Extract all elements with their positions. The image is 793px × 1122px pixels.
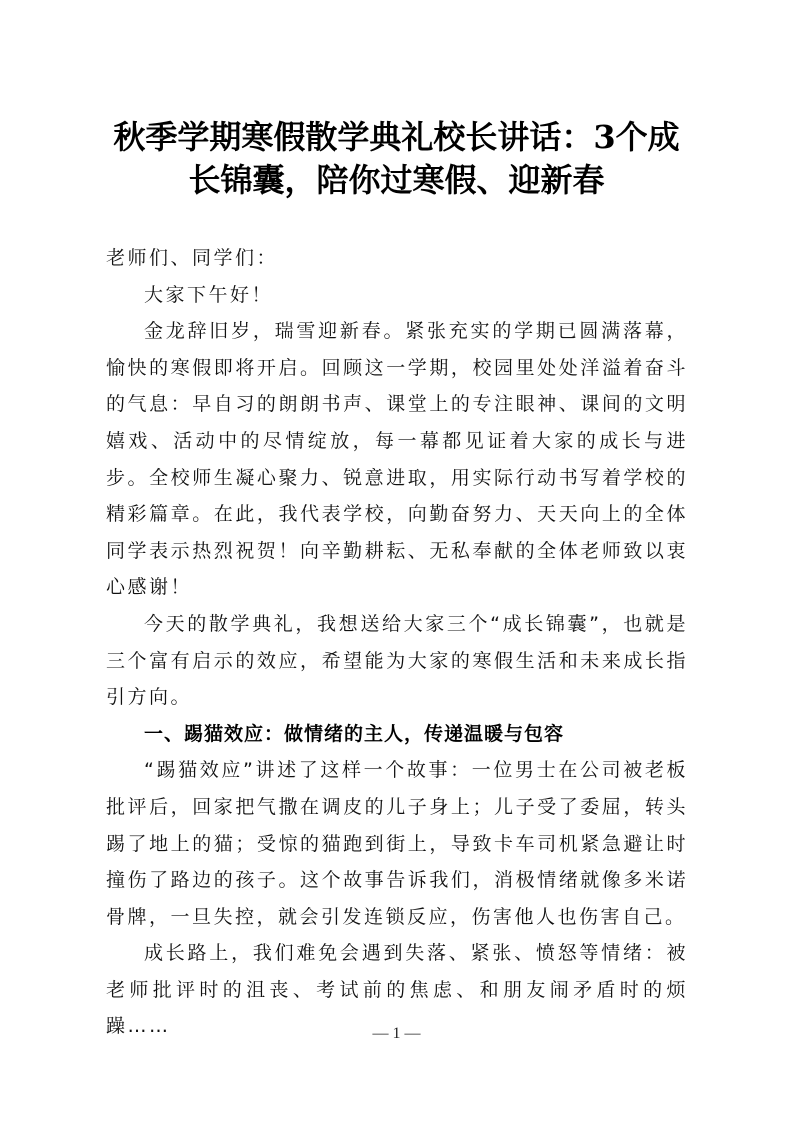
paragraph-emotions: 成长路上，我们难免会遇到失落、紧张、愤怒等情绪：被老师批评时的沮丧、考试前的焦虑、和朋友闹矛盾时的烦躁…… — [106, 942, 688, 1038]
section-heading-1: 一、踢猫效应：做情绪的主人，传递温暖与包容 — [144, 722, 565, 745]
paragraph-review: 金龙辞旧岁，瑞雪迎新春。紧张充实的学期已圆满落幕，愉快的寒假即将开启。回顾这一学期，校园里处处洋溢着奋斗的气息：早自习的朗朗书声、课堂上的专注眼神、课间的文明嬉戏、活动中的尽情绽放，每一幕都见证着大家的成长与进步。全校师生凝心聚力、锐意进取，用实际行动书写着学校的精彩篇章。在此，我代表学校，向勤奋努力、天天向上的全体同学表示热烈祝贺！向辛勤耕耘、无私奉献的全体老师致以衷心感谢！ — [106, 320, 688, 599]
salutation: 老师们、同学们： — [106, 247, 279, 269]
paragraph-greeting: 大家下午好！ — [144, 283, 274, 306]
page-title: 秋季学期寒假散学典礼校长讲话：3个成长锦囊，陪你过寒假、迎新春 — [113, 118, 680, 199]
paragraph-kick-cat-story: “踢猫效应”讲述了这样一个故事：一位男士在公司被老板批评后，回家把气撒在调皮的儿子身上；儿子受了委屈，转头踢了地上的猫；受惊的猫跑到街上，导致卡车司机紧急避让时撞伤了路边的孩子。这个故事告诉我们，消极情绪就像多米诺骨牌，一旦失控，就会引发连锁反应，伤害他人也伤害自己。 — [106, 759, 688, 928]
page-number: — 1 — — [372, 1025, 421, 1042]
paragraph-intro: 今天的散学典礼，我想送给大家三个“成长锦囊”，也就是三个富有启示的效应，希望能为大家的寒假生活和未来成长指引方向。 — [106, 612, 688, 709]
document-body — [106, 240, 688, 1045]
